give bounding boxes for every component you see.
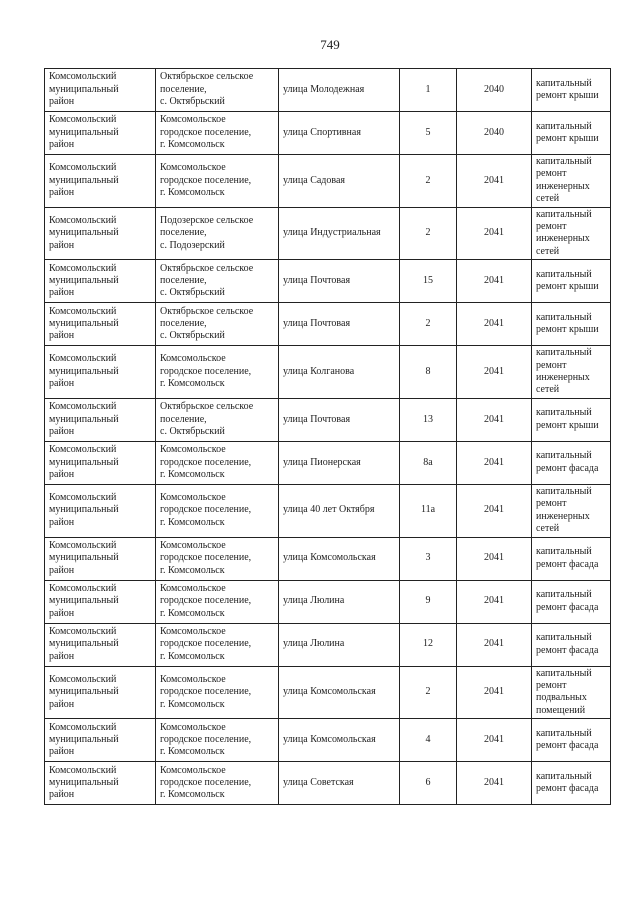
settlement-line: г. Комсомольск [160,746,225,758]
house-number-cell: 6 [400,762,457,805]
settlement-cell [156,155,279,208]
work-type-line: инженерных [536,372,590,384]
settlement-line: городское поселение, [160,174,252,186]
district-line: район [49,746,75,758]
settlement-line: Подозерское сельское [160,214,254,226]
district-line: Комсомольский [49,673,117,685]
district-line: муниципальный [49,776,119,788]
house-number-cell: 3 [400,537,457,580]
district-cell [45,762,156,805]
street-cell: улица Комсомольская [279,666,400,719]
settlement-line: Комсомольское [160,673,226,685]
settlement-line: г. Комсомольск [160,607,225,619]
district-cell [45,484,156,537]
settlement-cell [156,260,279,303]
table-row [45,484,611,537]
table-row [45,69,611,112]
district-cell [45,69,156,112]
street-cell: улица Комсомольская [279,719,400,762]
street-cell: улица Молодежная [279,69,400,112]
district-line: район [49,564,75,576]
street-cell: улица Индустриальная [279,207,400,260]
district-line: Комсомольский [49,401,117,413]
settlement-line: Комсомольское [160,492,226,504]
work-type-line: ремонт крыши [536,281,599,293]
settlement-line: Комсомольское [160,625,226,637]
settlement-line: Комсомольское [160,721,226,733]
work-type-line: ремонт крыши [536,324,599,336]
street-cell: улица Почтовая [279,303,400,346]
house-number-cell: 1 [400,69,457,112]
district-line: район [49,96,75,108]
year-cell: 2040 [457,112,532,155]
work-type-line: инженерных [536,180,590,192]
district-line: муниципальный [49,83,119,95]
work-type-line: подвальных [536,692,587,704]
street-cell: улица Пионерская [279,441,400,484]
district-cell [45,112,156,155]
work-type-line: капитальный [536,727,592,739]
house-number-cell: 12 [400,623,457,666]
settlement-line: г. Комсомольск [160,516,225,528]
district-line: Комсомольский [49,625,117,637]
settlement-line: Комсомольское [160,353,226,365]
settlement-line: поселение, [160,83,207,95]
work-type-line: инженерных [536,233,590,245]
house-number-cell: 13 [400,398,457,441]
district-cell [45,537,156,580]
work-type-line: ремонт [536,498,567,510]
work-type-cell [532,69,611,112]
work-type-line: сетей [536,193,560,205]
work-type-line: сетей [536,523,560,535]
year-cell: 2041 [457,441,532,484]
work-type-cell [532,484,611,537]
work-type-cell [532,398,611,441]
settlement-cell [156,762,279,805]
table-row [45,112,611,155]
house-number-cell: 2 [400,666,457,719]
settlement-line: с. Октябрьский [160,330,225,342]
settlement-cell [156,398,279,441]
work-type-line: ремонт фасада [536,740,599,752]
district-line: муниципальный [49,275,119,287]
house-number-cell: 8 [400,346,457,399]
settlement-line: Комсомольское [160,764,226,776]
settlement-line: г. Комсомольск [160,789,225,801]
settlement-line: поселение, [160,227,207,239]
work-type-line: капитальный [536,632,592,644]
district-line: Комсомольский [49,444,117,456]
work-type-line: ремонт фасада [536,644,599,656]
settlement-line: г. Комсомольск [160,139,225,151]
settlement-cell [156,346,279,399]
settlement-line: Комсомольское [160,162,226,174]
work-type-line: капитальный [536,546,592,558]
district-cell [45,441,156,484]
work-type-line: капитальный [536,450,592,462]
settlement-line: Октябрьское сельское [160,262,254,274]
work-type-line: ремонт фасада [536,462,599,474]
table-body [45,69,611,805]
table-row [45,346,611,399]
district-line: район [49,650,75,662]
district-line: муниципальный [49,733,119,745]
work-type-cell [532,155,611,208]
settlement-line: Октябрьское сельское [160,401,254,413]
work-type-line: ремонт крыши [536,90,599,101]
settlement-line: поселение, [160,318,207,330]
district-line: муниципальный [49,318,119,330]
settlement-line: Комсомольское [160,114,226,126]
year-cell: 2041 [457,484,532,537]
work-type-line: ремонт [536,168,567,180]
street-cell: улица Почтовая [279,260,400,303]
house-number-cell: 2 [400,303,457,346]
work-type-line: капитальный [536,156,592,167]
house-number-cell: 2 [400,207,457,260]
district-line: муниципальный [49,174,119,186]
work-type-line: ремонт фасада [536,558,599,570]
street-cell: улица Садовая [279,155,400,208]
district-line: муниципальный [49,595,119,607]
settlement-cell [156,719,279,762]
district-cell [45,207,156,260]
district-line: Комсомольский [49,721,117,733]
district-line: Комсомольский [49,539,117,551]
work-type-line: сетей [536,384,560,396]
work-type-line: ремонт крыши [536,133,599,144]
settlement-line: Комсомольское [160,582,226,594]
settlement-line: с. Октябрьский [160,96,225,108]
work-type-line: капитальный [536,770,592,782]
street-cell: улица Комсомольская [279,537,400,580]
street-cell: улица Люлина [279,623,400,666]
work-type-cell [532,303,611,346]
work-type-cell [532,762,611,805]
district-line: район [49,187,75,199]
house-number-cell: 8а [400,441,457,484]
work-type-line: сетей [536,245,560,257]
work-type-line: капитальный [536,407,592,419]
settlement-cell [156,112,279,155]
house-number-cell: 5 [400,112,457,155]
settlement-line: г. Комсомольск [160,650,225,662]
table-row [45,762,611,805]
settlement-line: с. Октябрьский [160,426,225,438]
settlement-cell [156,441,279,484]
district-line: Комсомольский [49,492,117,504]
year-cell: 2041 [457,719,532,762]
table-row [45,666,611,719]
district-line: Комсомольский [49,114,117,126]
district-line: муниципальный [49,552,119,564]
table-row [45,719,611,762]
district-line: муниципальный [49,456,119,468]
district-line: Комсомольский [49,71,117,83]
table-row [45,441,611,484]
street-cell: улица Советская [279,762,400,805]
work-type-line: капитальный [536,311,592,323]
settlement-cell [156,484,279,537]
house-number-cell: 4 [400,719,457,762]
year-cell: 2041 [457,260,532,303]
year-cell: 2041 [457,346,532,399]
work-type-line: ремонт [536,679,567,691]
settlement-line: г. Комсомольск [160,378,225,390]
settlement-line: г. Комсомольск [160,469,225,481]
page-number: 749 [320,37,340,52]
house-number-cell: 11а [400,484,457,537]
settlement-line: городское поселение, [160,365,252,377]
work-type-cell [532,537,611,580]
year-cell: 2041 [457,666,532,719]
settlement-line: городское поселение, [160,733,252,745]
table-row [45,580,611,623]
work-type-line: капитальный [536,120,592,132]
district-line: район [49,239,75,251]
work-type-line: ремонт [536,359,567,371]
district-cell [45,303,156,346]
work-type-line: капитальный [536,347,592,359]
settlement-line: г. Комсомольск [160,564,225,576]
work-type-cell [532,441,611,484]
table-row [45,537,611,580]
work-type-cell [532,346,611,399]
settlement-line: с. Подозерский [160,239,225,251]
district-cell [45,260,156,303]
district-line: Комсомольский [49,305,117,317]
work-type-cell [532,719,611,762]
work-type-line: ремонт фасада [536,601,599,613]
table-row [45,398,611,441]
district-line: район [49,287,75,299]
settlement-line: поселение, [160,275,207,287]
settlement-cell [156,666,279,719]
work-type-line: капитальный [536,667,592,679]
district-line: район [49,139,75,151]
settlement-line: городское поселение, [160,504,252,516]
work-type-cell [532,623,611,666]
district-cell [45,623,156,666]
street-cell: улица Люлина [279,580,400,623]
district-line: Комсомольский [49,214,117,226]
year-cell: 2041 [457,762,532,805]
settlement-line: городское поселение, [160,126,252,138]
district-line: Комсомольский [49,353,117,365]
settlement-cell [156,623,279,666]
settlement-line: г. Комсомольск [160,187,225,199]
settlement-line: с. Октябрьский [160,287,225,299]
house-number-cell: 2 [400,155,457,208]
settlement-line: городское поселение, [160,595,252,607]
district-line: район [49,378,75,390]
district-line: Комсомольский [49,262,117,274]
district-line: район [49,789,75,801]
year-cell: 2041 [457,398,532,441]
district-line: Комсомольский [49,764,117,776]
settlement-cell [156,207,279,260]
table-row [45,303,611,346]
year-cell: 2041 [457,155,532,208]
district-line: муниципальный [49,686,119,698]
district-line: муниципальный [49,638,119,650]
settlement-line: городское поселение, [160,456,252,468]
settlement-cell [156,580,279,623]
house-number-cell: 15 [400,260,457,303]
settlement-line: городское поселение, [160,552,252,564]
work-type-line: капитальный [536,589,592,601]
work-type-cell [532,207,611,260]
settlement-line: поселение, [160,413,207,425]
year-cell: 2041 [457,303,532,346]
work-type-line: капитальный [536,77,592,89]
work-type-line: капитальный [536,485,592,497]
table-row [45,623,611,666]
district-line: муниципальный [49,504,119,516]
district-line: район [49,607,75,619]
district-line: муниципальный [49,126,119,138]
settlement-line: г. Комсомольск [160,698,225,710]
table-row [45,207,611,260]
street-cell: улица 40 лет Октября [279,484,400,537]
year-cell: 2041 [457,580,532,623]
district-cell [45,666,156,719]
district-line: муниципальный [49,227,119,239]
work-type-line: ремонт фасада [536,783,599,795]
district-line: район [49,469,75,481]
work-type-line: капитальный [536,208,592,220]
work-type-line: ремонт [536,221,567,233]
street-cell: улица Спортивная [279,112,400,155]
district-line: Комсомольский [49,162,117,174]
settlement-line: Октябрьское сельское [160,71,254,83]
district-line: муниципальный [49,365,119,377]
settlement-line: городское поселение, [160,638,252,650]
work-type-cell [532,112,611,155]
settlement-line: Комсомольское [160,444,226,456]
table-row [45,155,611,208]
work-type-line: капитальный [536,268,592,280]
settlement-cell [156,537,279,580]
house-number-cell: 9 [400,580,457,623]
district-line: район [49,426,75,438]
settlement-line: городское поселение, [160,776,252,788]
settlement-line: городское поселение, [160,686,252,698]
table-row [45,260,611,303]
district-line: район [49,330,75,342]
work-type-line: ремонт крыши [536,419,599,431]
settlement-line: Комсомольское [160,539,226,551]
year-cell: 2040 [457,69,532,112]
district-line: район [49,516,75,528]
settlement-cell [156,69,279,112]
buildings-table [44,68,611,805]
street-cell: улица Почтовая [279,398,400,441]
year-cell: 2041 [457,207,532,260]
district-line: район [49,698,75,710]
district-line: муниципальный [49,413,119,425]
work-type-line: инженерных [536,510,590,522]
settlement-line: Октябрьское сельское [160,305,254,317]
work-type-line: помещений [536,704,586,716]
work-type-cell [532,666,611,719]
district-line: Комсомольский [49,582,117,594]
work-type-cell [532,580,611,623]
work-type-cell [532,260,611,303]
settlement-cell [156,303,279,346]
year-cell: 2041 [457,537,532,580]
district-cell [45,398,156,441]
year-cell: 2041 [457,623,532,666]
district-cell [45,580,156,623]
district-cell [45,155,156,208]
district-cell [45,346,156,399]
street-cell: улица Колганова [279,346,400,399]
district-cell [45,719,156,762]
